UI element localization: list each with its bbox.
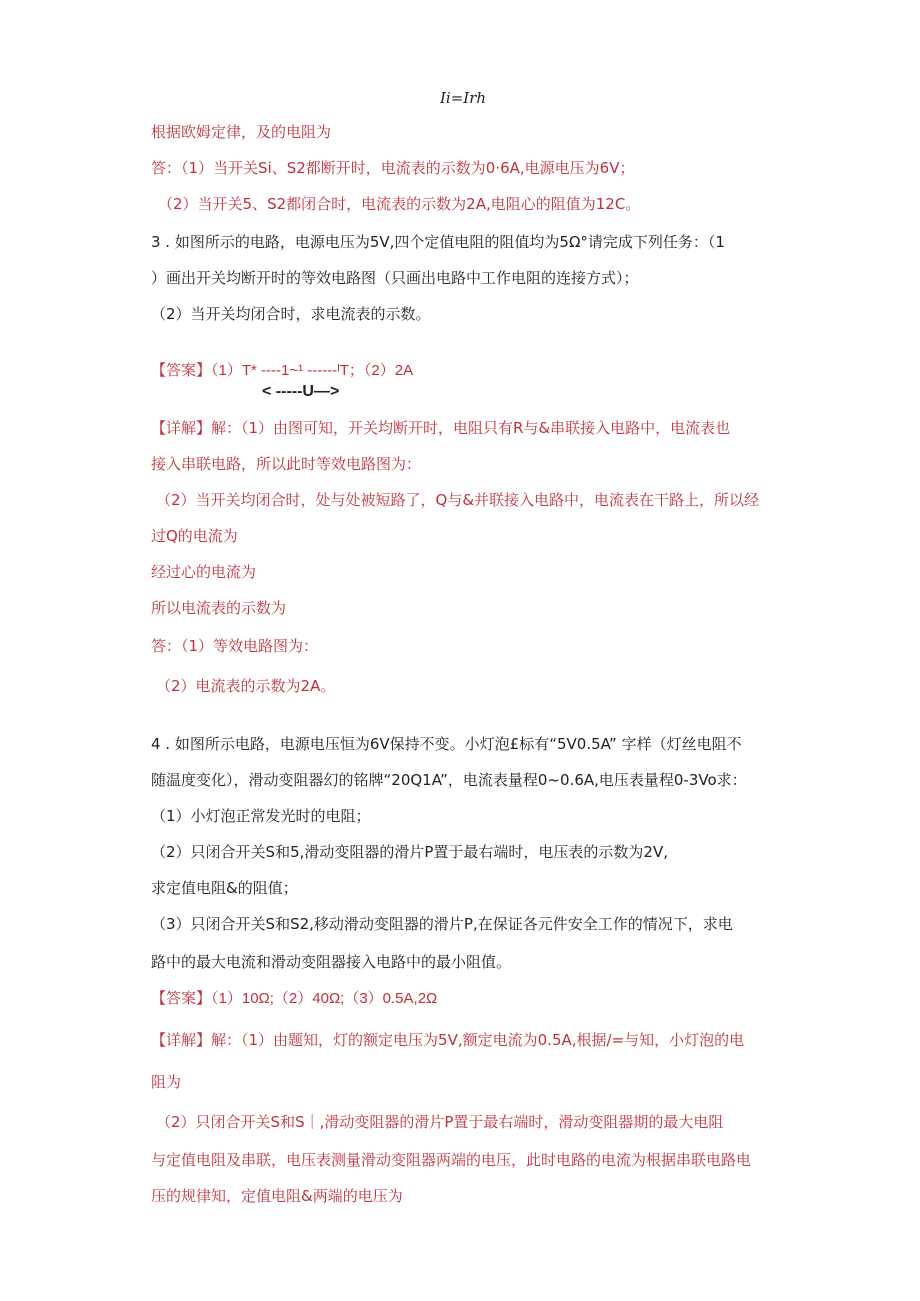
text-line: 经过心的电流为 xyxy=(151,563,257,581)
detail-text: 解：（1）由图可知，开关均断开时，电阻只有R与&串联接入电路中，电流表也 xyxy=(211,419,731,437)
text-line: 所以电流表的示数为 xyxy=(151,599,287,617)
detail-text: 解：（1）由题知，灯的额定电压为5V,额定电流为0.5A,根据/=与知，小灯泡的电 xyxy=(211,1031,745,1049)
text-line: （2）当开关5、S2都闭合时，电流表的示数为2A,电阻心的阻值为12C。 xyxy=(158,195,641,213)
text-line: 根据欧姆定律，及的电阻为 xyxy=(151,123,332,141)
question-4-line: 4 . 如图所示电路，电源电压恒为6V保持不变。小灯泡£标有“5V0.5A” 字样（灯丝电阻不 xyxy=(151,735,742,753)
question-4-line: （2）只闭合开关S和5,滑动变阻器的滑片P置于最右端时，电压表的示数为2V, xyxy=(151,843,668,861)
question-4-line: 求定值电阻&的阻值； xyxy=(151,879,298,897)
text-line: （2）当开关均闭合时，处与处被短路了，Q与&并联接入电路中，电流表在干路上，所以经 xyxy=(156,491,760,509)
detail-label: 【详解】 xyxy=(151,1031,212,1049)
text-line: 答：（1）当开关Si、S2都断开时，电流表的示数为0·6A,电源电压为6V； xyxy=(151,159,635,177)
detail-3 xyxy=(151,418,730,438)
question-4-line: （1）小灯泡正常发光时的电阻； xyxy=(151,807,371,825)
answer-text: （1）10Ω;（2）40Ω;（3）0.5A,2Ω xyxy=(211,990,438,1007)
text-line: 与定值电阻及串联，电压表测量滑动变阻器两端的电压，此时电路的电流为根据串联电路电 xyxy=(151,1151,752,1169)
question-4-line: （3）只闭合开关S和S2,移动滑动变阻器的滑片P,在保证各元件安全工作的情况下，求电 xyxy=(151,915,733,933)
answer-text: （1）T* ----1~¹ ------ᴵT；（2）2A xyxy=(211,362,414,379)
detail-4 xyxy=(151,1030,744,1050)
text-line: 接入串联电路，所以此时等效电路图为： xyxy=(151,455,422,473)
text-line: （2）只闭合开关S和S｜,滑动变阻器的滑片P置于最右端时，滑动变阻器期的最大电阻 xyxy=(156,1113,724,1131)
answer-3-sub: < -----U—> xyxy=(262,383,340,400)
text-line: （2）电流表的示数为2A。 xyxy=(156,677,336,695)
answer-4 xyxy=(151,988,437,1009)
question-3-line: ）画出开关均断开时的等效电路图（只画出电路中工作电阻的连接方式）； xyxy=(151,269,639,287)
answer-label: 【答案】 xyxy=(151,989,212,1007)
detail-label: 【详解】 xyxy=(151,419,212,437)
answer-3 xyxy=(151,360,413,381)
text-line: 过Q的电流为 xyxy=(151,527,238,545)
answer-label: 【答案】 xyxy=(151,361,212,379)
formula-line: Ii=Irh xyxy=(440,89,487,107)
text-line: 答：（1）等效电路图为： xyxy=(151,637,319,655)
question-4-line: 随温度变化），滑动变阻器幻的铭牌“20Q1A”，电流表量程0~0.6A,电压表量程0-3Vo求： xyxy=(151,771,747,789)
question-3-line: （2）当开关均闭合时，求电流表的示数。 xyxy=(151,305,431,323)
question-4-line: 路中的最大电流和滑动变阻器接入电路中的最小阻值。 xyxy=(151,953,512,971)
text-line: 压的规律知，定值电阻&两端的电压为 xyxy=(151,1187,403,1205)
question-3-line: 3 . 如图所示的电路，电源电压为5V,四个定值电阻的阻值均为5Ω°请完成下列任务：（1 xyxy=(151,233,725,251)
text-line: 阻为 xyxy=(151,1073,182,1091)
